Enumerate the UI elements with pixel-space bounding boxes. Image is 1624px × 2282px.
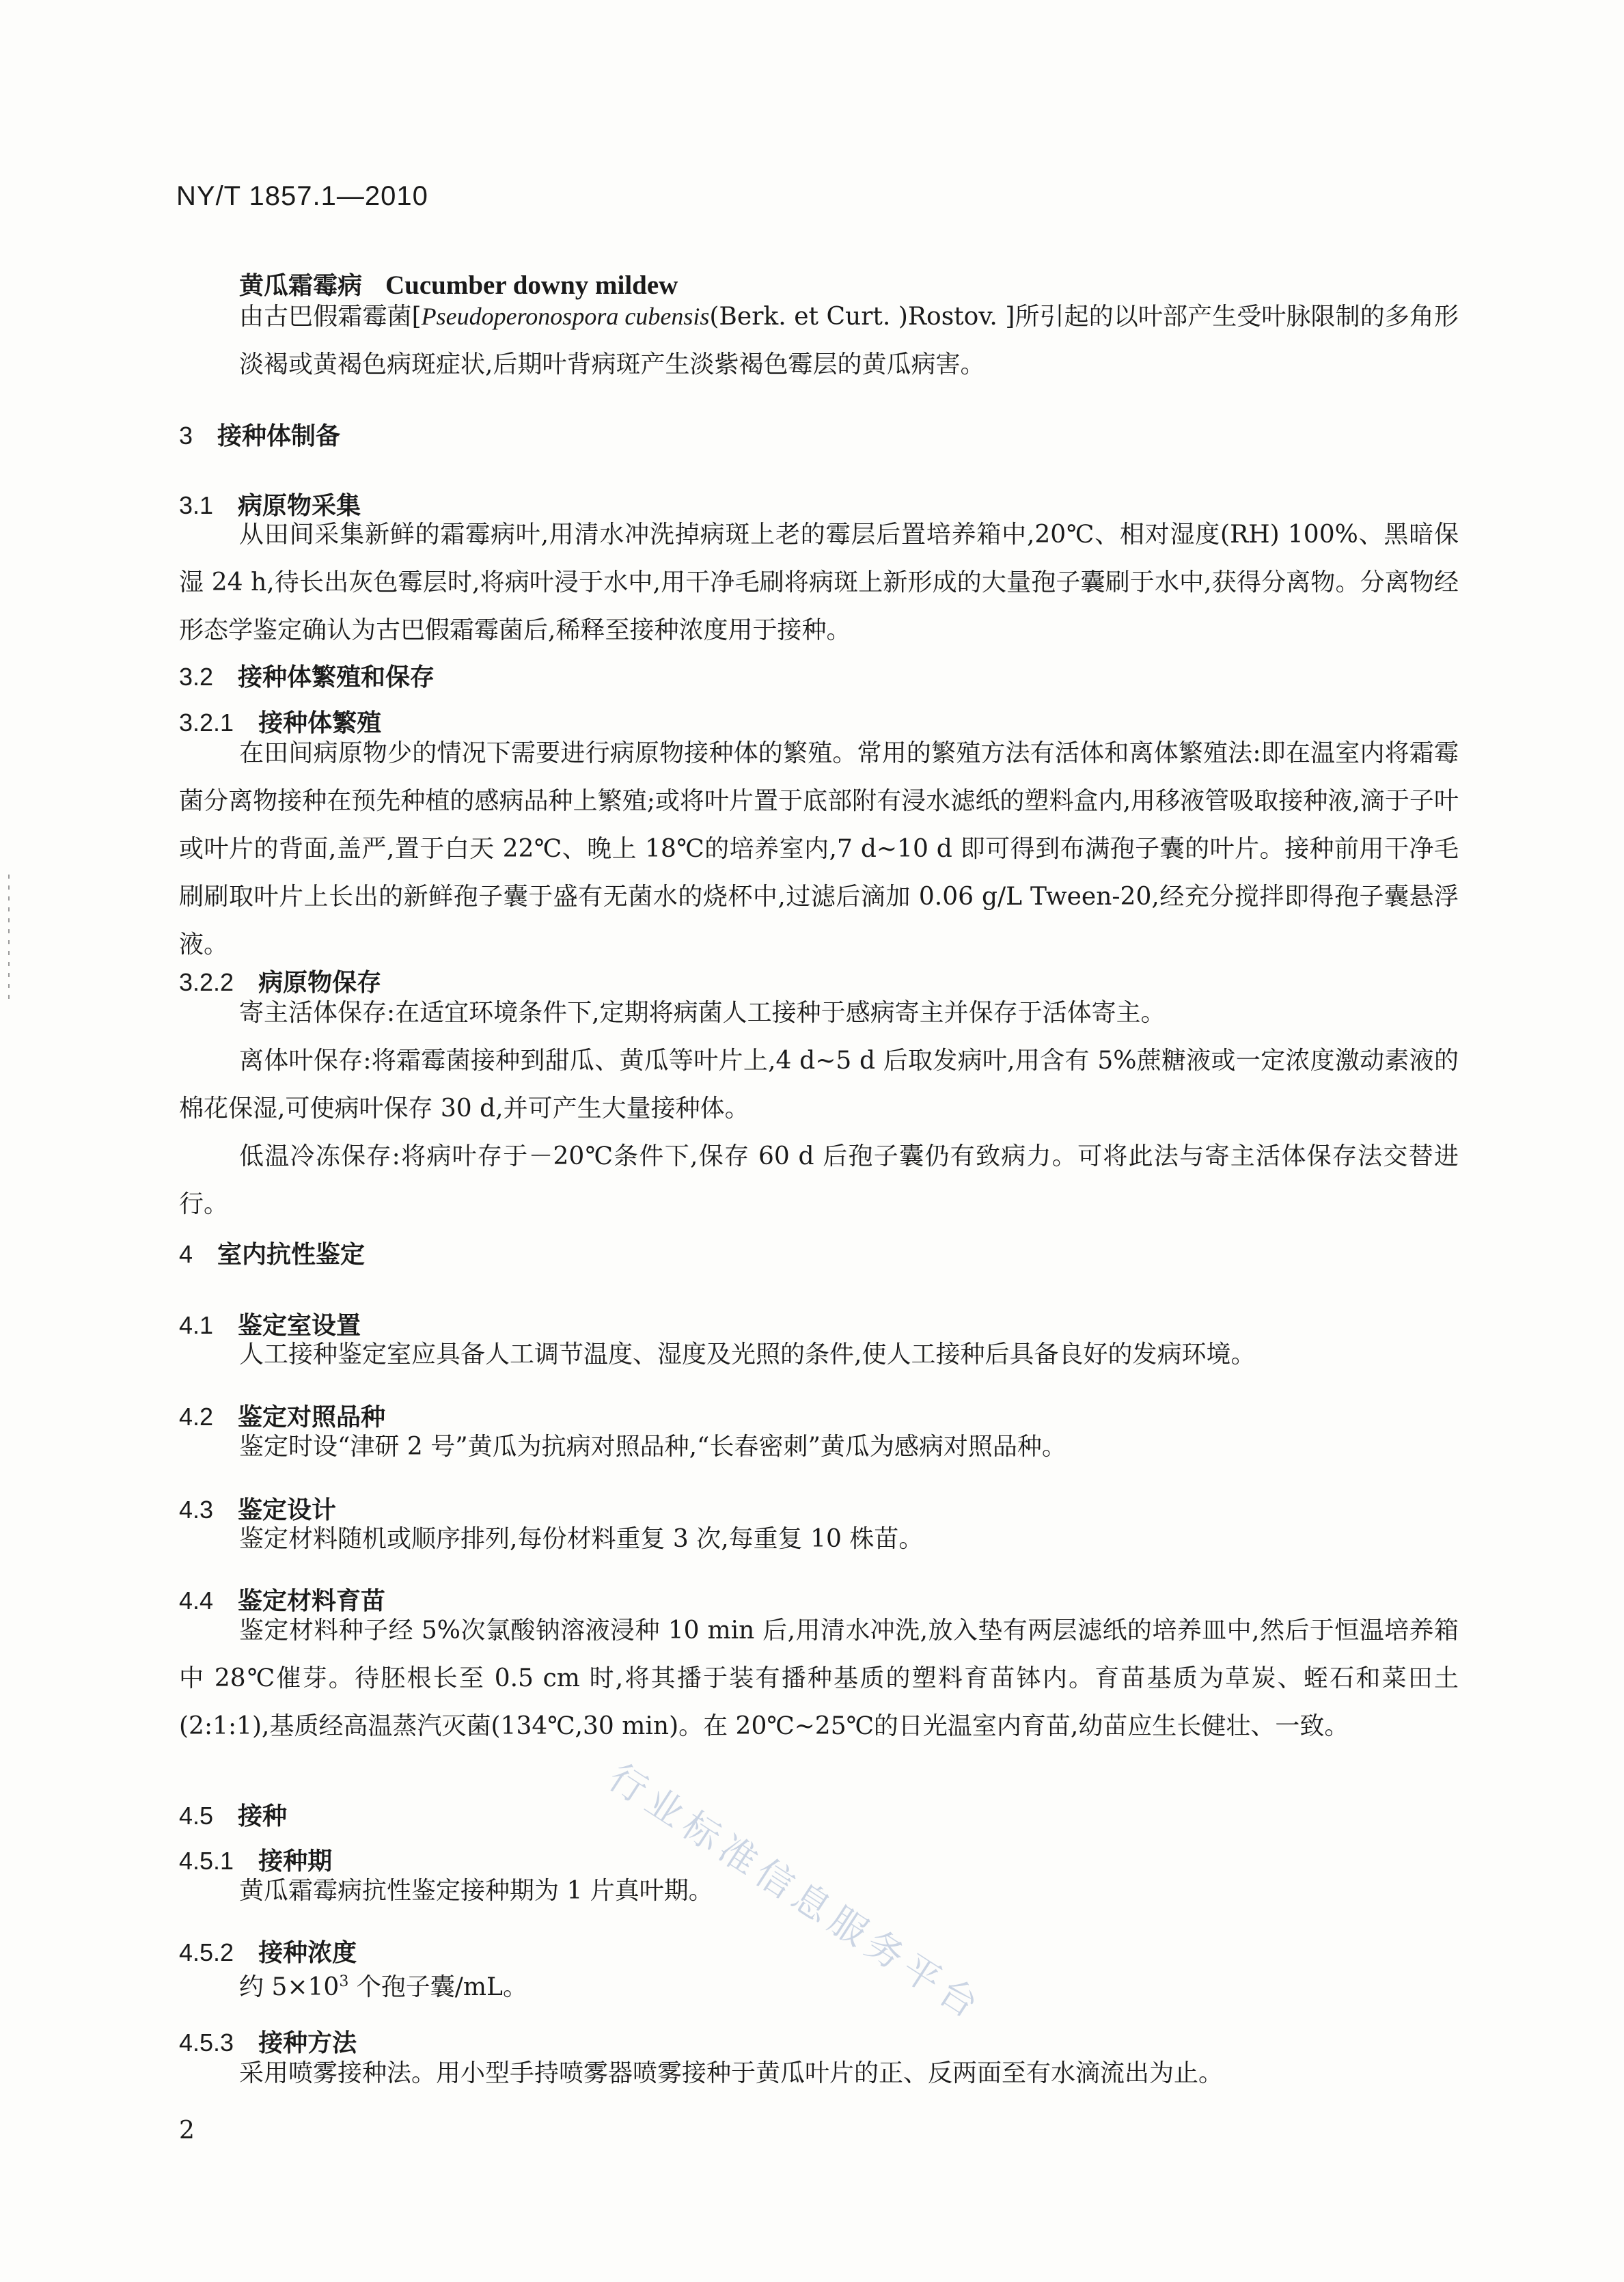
- section-number: 3.2.2: [179, 968, 234, 996]
- section-4-heading: [179, 1235, 365, 1270]
- section-title: 接种期: [258, 1847, 333, 1875]
- section-number: 3.1: [179, 491, 214, 519]
- section-4-5-1-text: 黄瓜霜霉病抗性鉴定接种期为 1 片真叶期。: [239, 1877, 713, 1905]
- section-3-2-1-text: 在田间病原物少的情况下需要进行病原物接种体的繁殖。常用的繁殖方法有活体和离体繁殖法:即在温室内将霜霉菌分离物接种在预先种植的感病品种上繁殖;或将叶片置于底部附有浸水滤纸的塑料盒内,用移液管吸取接种液,滴于子叶或叶片的背面,盖严,置于白天 22℃、晚上 18℃的培养室内,7 d~10 d 即可得到布满孢子囊的叶片。接种前用干净毛刷刷取叶片上长出的新鲜孢子囊于盛有无菌水的烧杯中,过滤后滴加 0.06 g/L Tween-20,经充分搅拌即得孢子囊悬浮液。: [179, 739, 1459, 959]
- section-number: 4.5.2: [179, 1938, 234, 1966]
- section-title: 鉴定对照品种: [238, 1403, 386, 1431]
- section-number: 4.3: [179, 1496, 214, 1524]
- section-3-2-heading: [179, 658, 435, 693]
- section-title: 接种方法: [258, 2029, 357, 2057]
- section-3-2-2-p1: 寄主活体保存:在适宜环境条件下,定期将病菌人工接种于感病寄主并保存于活体寄主。: [239, 999, 1166, 1027]
- section-number: 4.5.3: [179, 2029, 234, 2057]
- section-title: 鉴定设计: [238, 1496, 337, 1524]
- binding-margin-dots: [8, 875, 10, 1004]
- section-title: 病原物保存: [258, 968, 382, 997]
- section-title: 接种: [238, 1802, 288, 1830]
- section-title: 接种体繁殖: [258, 709, 382, 737]
- section-4-4-text: 鉴定材料种子经 5%次氯酸钠溶液浸种 10 min 后,用清水冲洗,放入垫有两层滤纸的培养皿中,然后于恒温培养箱中 28℃催芽。待胚根长至 0.5 cm 时,将其播于装有播种基质的塑料育苗钵内。育苗基质为草炭、蛭石和菜田土(2:1:1),基质经高温蒸汽灭菌(134℃,30 min)。在 20℃~25℃的日光温室内育苗,幼苗应生长健壮、一致。: [179, 1617, 1459, 1740]
- section-4-2-text: 鉴定时设“津研 2 号”黄瓜为抗病对照品种,“长春密刺”黄瓜为感病对照品种。: [239, 1433, 1066, 1461]
- section-number: 3.2: [179, 663, 214, 691]
- section-number: 4: [179, 1240, 193, 1268]
- section-4-1-text: 人工接种鉴定室应具备人工调节温度、湿度及光照的条件,使人工接种后具备良好的发病环境。: [239, 1341, 1256, 1369]
- section-number: 3.2.1: [179, 709, 234, 737]
- section-3-1-text: 从田间采集新鲜的霜霉病叶,用清水冲洗掉病斑上老的霉层后置培养箱中,20℃、相对湿度(RH) 100%、黑暗保湿 24 h,待长出灰色霉层时,将病叶浸于水中,用干净毛刷将病斑上新形成的大量孢子囊刷于水中,获得分离物。分离物经形态学鉴定确认为古巴假霜霉菌后,稀释至接种浓度用于接种。: [179, 521, 1459, 644]
- watermark-text: 行业标准信息服务平台: [601, 1755, 991, 2030]
- standard-code: NY/T 1857.1—2010: [176, 181, 428, 211]
- section-4-3-text: 鉴定材料随机或顺序排列,每份材料重复 3 次,每重复 10 株苗。: [239, 1525, 924, 1553]
- conc-exponent: 3: [339, 1973, 349, 1990]
- section-4-5-3-text: 采用喷雾接种法。用小型手持喷雾器喷雾接种于黄瓜叶片的正、反两面至有水滴流出为止。: [239, 2059, 1224, 2087]
- section-number: 4.5.1: [179, 1847, 234, 1875]
- term-definition: [239, 292, 1459, 389]
- section-title: 接种体繁殖和保存: [238, 663, 435, 691]
- section-title: 鉴定材料育苗: [238, 1586, 386, 1615]
- section-number: 4.1: [179, 1311, 214, 1339]
- section-3-2-2-p3: 低温冷冻保存:将病叶存于－20℃条件下,保存 60 d 后孢子囊仍有致病力。可将此法与寄主活体保存法交替进行。: [179, 1142, 1459, 1218]
- section-4-5-heading: [179, 1797, 287, 1832]
- section-number: 3: [179, 422, 193, 450]
- section-title: 鉴定室设置: [238, 1311, 361, 1340]
- term-title-zh: 黄瓜霜霉病: [239, 271, 363, 300]
- section-number: 4.4: [179, 1586, 214, 1614]
- section-3-2-2-p2: 离体叶保存:将霜霉菌接种到甜瓜、黄瓜等叶片上,4 d~5 d 后取发病叶,用含有 5%蔗糖液或一定浓度激动素液的棉花保湿,可使病叶保存 30 d,并可产生大量接种体。: [179, 1047, 1459, 1123]
- section-number: 4.2: [179, 1403, 214, 1431]
- section-title: 病原物采集: [238, 491, 361, 520]
- term-def-latin: Pseudoperonospora cubensis: [421, 303, 710, 330]
- page-number: 2: [179, 2117, 195, 2145]
- conc-post: 个孢子囊/mL。: [348, 1973, 527, 2001]
- section-3-heading: [179, 417, 340, 452]
- conc-pre: 约 5×10: [239, 1973, 340, 2001]
- section-number: 4.5: [179, 1802, 214, 1830]
- section-4-5-2-text: [179, 1958, 1459, 2011]
- term-title-en: Cucumber downy mildew: [385, 271, 678, 300]
- term-def-pre: 由古巴假霜霉菌[: [239, 303, 422, 331]
- term-def-post: (Berk. et Curt. )Rostov. ]所引起的以叶部产生受叶脉限制的多角形淡褐或黄褐色病斑症状,后期叶背病斑产生淡紫褐色霉层的黄瓜病害。: [239, 303, 1459, 379]
- section-title: 接种体制备: [217, 422, 341, 450]
- section-title: 接种浓度: [258, 1938, 357, 1967]
- section-title: 室内抗性鉴定: [217, 1240, 366, 1269]
